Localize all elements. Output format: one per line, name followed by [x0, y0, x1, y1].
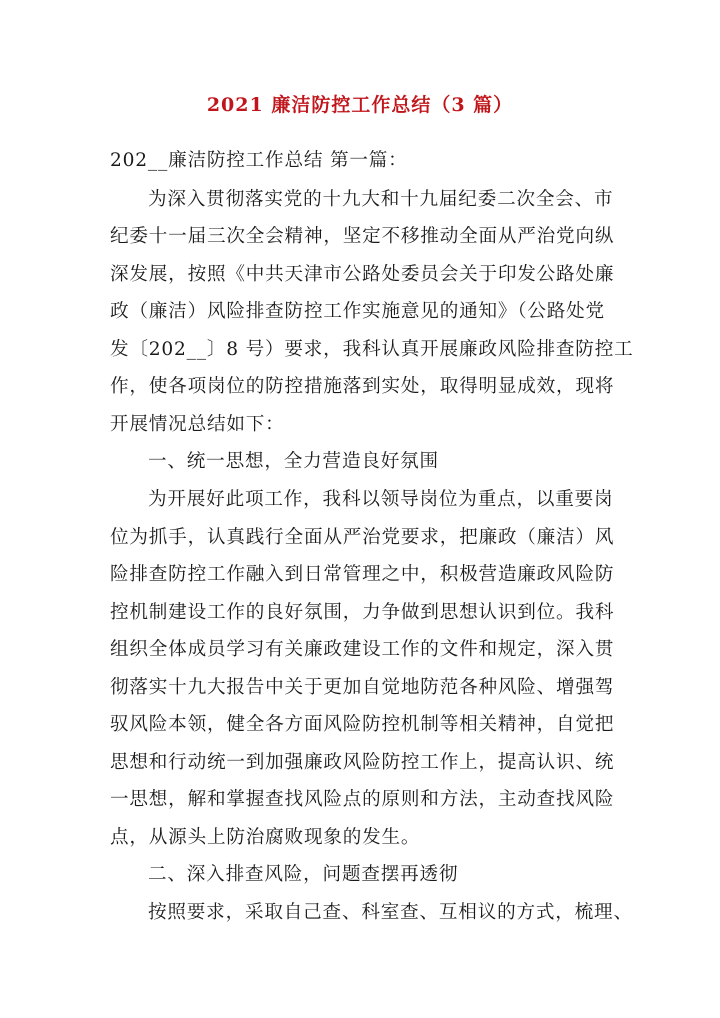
paragraph-line: 为开展好此项工作，我科以领导岗位为重点，以重要岗: [148, 489, 614, 510]
subheading-line: 二、深入排查风险，问题查摆再透彻: [148, 864, 459, 885]
paragraph-line: 一思想，解和掌握查找风险点的原则和方法，主动查找风险: [110, 789, 615, 810]
paragraph-line: 作，使各项岗位的防控措施落到实处，取得明显成效，现将: [110, 376, 615, 397]
paragraph-line: 纪委十一届三次全会精神，坚定不移推动全面从严治党向纵: [110, 226, 615, 247]
paragraph-line: 深发展，按照《中共天津市公路处委员会关于印发公路处廉: [110, 264, 615, 285]
paragraph-line: 控机制建设工作的良好氛围，力争做到思想认识到位。我科: [110, 602, 615, 623]
document-title: 2021 廉洁防控工作总结（3 篇）: [206, 94, 514, 116]
paragraph-line: 险排查防控工作融入到日常管理之中，积极营造廉政风险防: [110, 564, 615, 585]
paragraph-line: 按照要求，采取自己查、科室查、互相议的方式，梳理、: [148, 902, 633, 923]
paragraph-line: 驭风险本领，健全各方面风险防控机制等相关精神，自觉把: [110, 714, 615, 735]
paragraph-line: 政（廉洁）风险排查防控工作实施意见的通知》（公路处党: [110, 301, 605, 322]
paragraph-line: 位为抓手，认真践行全面从严治党要求，把廉政（廉洁）风: [110, 527, 615, 548]
paragraph-line: 开展情况总结如下：: [110, 414, 285, 435]
section-heading-line: 202__廉洁防控工作总结 第一篇：: [110, 150, 408, 171]
paragraph-line: 组织全体成员学习有关廉政建设工作的文件和规定，深入贯: [110, 639, 615, 660]
paragraph-line: 为深入贯彻落实党的十九大和十九届纪委二次全会、市: [148, 189, 614, 210]
paragraph-line: 彻落实十九大报告中关于更加自觉地防范各种风险、增强驾: [110, 677, 615, 698]
paragraph-line: 点，从源头上防治腐败现象的发生。: [110, 827, 421, 848]
paragraph-line: 思想和行动统一到加强廉政风险防控工作上，提高认识、统: [110, 752, 615, 773]
subheading-line: 一、统一思想，全力营造良好氛围: [148, 451, 439, 472]
paragraph-line: 发〔202__〕8 号）要求，我科认真开展廉政风险排查防控工: [110, 339, 634, 360]
